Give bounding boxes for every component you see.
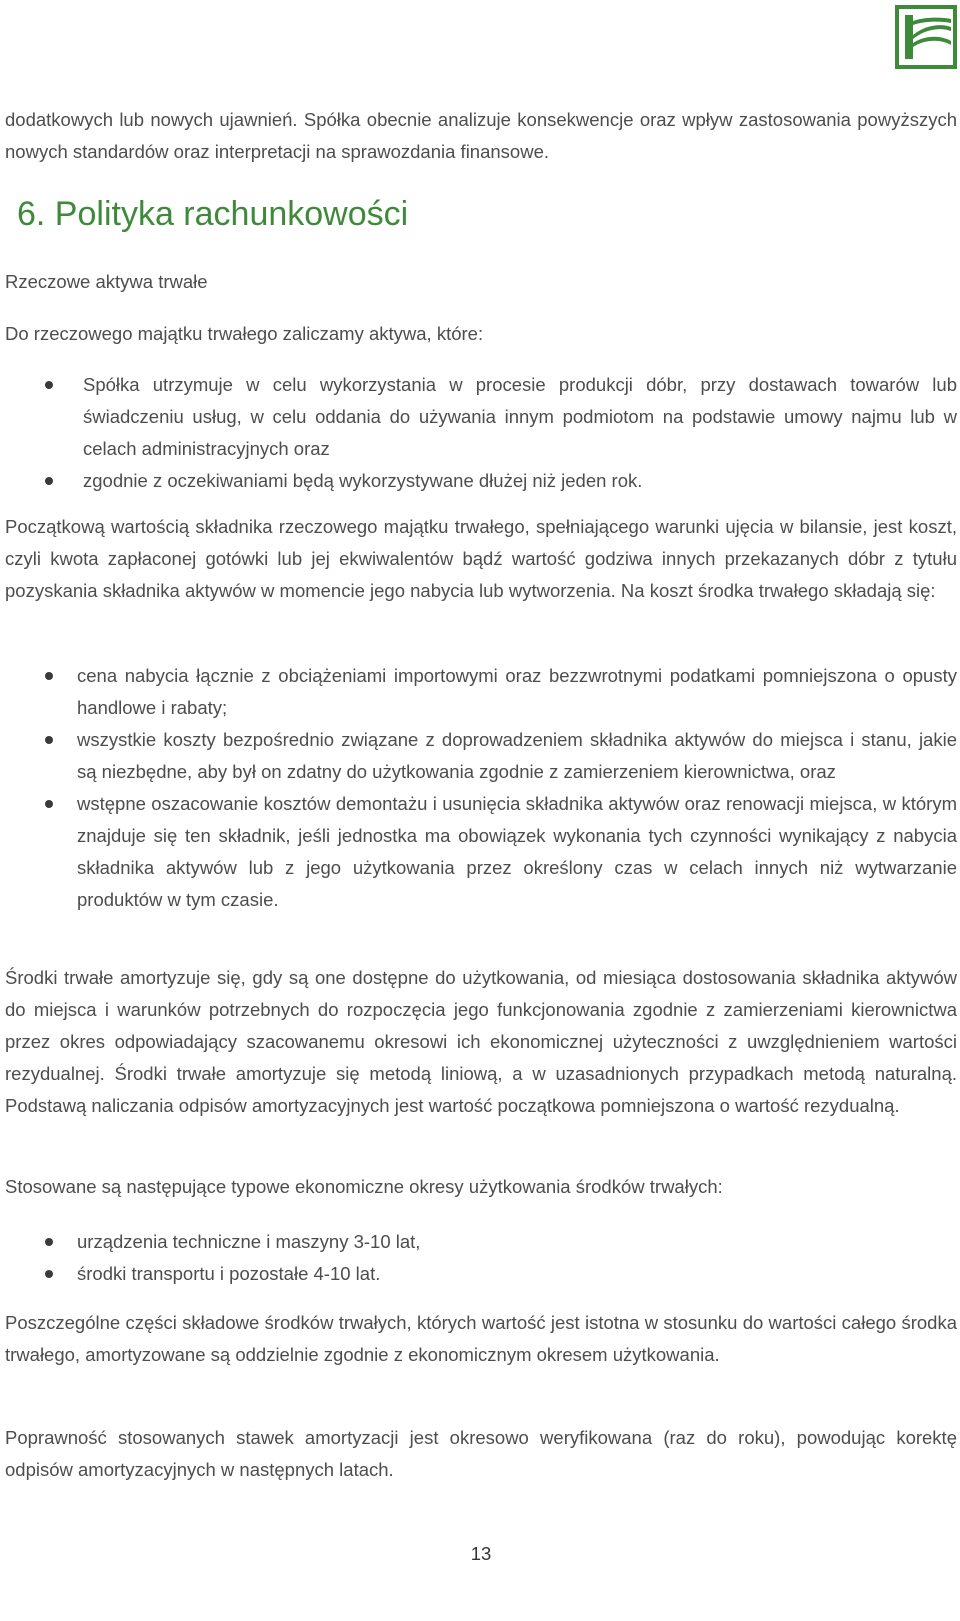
company-logo-icon [895, 5, 957, 69]
verification-paragraph: Poprawność stosowanych stawek amortyzacji jest okresowo weryfikowana (raz do roku), powodując korektę odpisów amortyzacyjnych w następnych latach. [5, 1427, 957, 1480]
page-number: 13 [470, 1543, 492, 1564]
list-item: wstępne oszacowanie kosztów demontażu i usunięcia składnika aktywów oraz renowacji miejsca, w którym znajduje się ten składnik, jeśli jednostka ma obowiązek wykonania tych czynności wynikający z nabycia składnika aktywów lub z jego użytkowania przez określony czas w celach innych niż wytwarzanie produktów w tym czasie. [5, 788, 957, 916]
section-title: 6. Polityka rachunkowości [17, 195, 409, 233]
subsection-title: Rzeczowe aktywa trwałe [5, 271, 208, 292]
list-item: środki transportu i pozostałe 4-10 lat. [5, 1258, 957, 1290]
components-paragraph: Poszczególne części składowe środków trwałych, których wartość jest istotna w stosunku do wartości całego środka trwałego, amortyzowane są oddzielnie zgodnie z ekonomicznym okresem użytkowania. [5, 1312, 957, 1365]
list-item: urządzenia techniczne i maszyny 3-10 lat, [5, 1226, 957, 1258]
depreciation-paragraph: Środki trwałe amortyzuje się, gdy są one dostępne do użytkowania, od miesiąca dostosowania składnika aktywów do miejsca i warunków potrzebnych do rozpoczęcia jego funkcjonowania zgodnie z zamierzeniami kierownictwa przez okres odpowiadający szacowanemu okresowi ich ekonomicznej użyteczności z uwzględnieniem wartości rezydualnej. Środki trwałe amortyzuje się metodą liniową, a w uzasadnionych przypadkach metodą naturalną. Podstawą naliczania odpisów amortyzacyjnych jest wartość początkowa pomniejszona o wartość rezydualną. [5, 967, 957, 1116]
list-item: wszystkie koszty bezpośrednio związane z doprowadzeniem składnika aktywów do miejsca i stanu, jakie są niezbędne, aby był on zdatny do użytkowania zgodnie z zamierzeniem kierownictwa, oraz [5, 724, 957, 788]
list-item: Spółka utrzymuje w celu wykorzystania w procesie produkcji dóbr, przy dostawach towarów lub świadczeniu usług, w celu oddania do używania innym podmiotom na podstawie umowy najmu lub w celach administracyjnych oraz [5, 369, 957, 465]
intro-paragraph: dodatkowych lub nowych ujawnień. Spółka obecnie analizuje konsekwencje oraz wpływ zastosowania powyższych nowych standardów oraz interpretacji na sprawozdania finansowe. [5, 109, 957, 162]
initial-value-paragraph: Początkową wartością składnika rzeczowego majątku trwałego, spełniającego warunki ujęcia w bilansie, jest koszt, czyli kwota zapłaconej gotówki lub jej ekwiwalentów bądź wartość godziwa innych przekazanych dóbr z tytułu pozyskania składnika aktywów w momencie jego nabycia lub wytworzenia. Na koszt środka trwałego składają się: [5, 516, 957, 601]
definition-intro: Do rzeczowego majątku trwałego zaliczamy aktywa, które: [5, 323, 484, 344]
definition-list [5, 369, 957, 497]
periods-intro: Stosowane są następujące typowe ekonomiczne okresy użytkowania środków trwałych: [5, 1176, 723, 1197]
cost-list [5, 660, 957, 916]
periods-list [5, 1226, 957, 1290]
list-item: zgodnie z oczekiwaniami będą wykorzystywane dłużej niż jeden rok. [5, 465, 957, 497]
list-item: cena nabycia łącznie z obciążeniami importowymi oraz bezzwrotnymi podatkami pomniejszona o opusty handlowe i rabaty; [5, 660, 957, 724]
